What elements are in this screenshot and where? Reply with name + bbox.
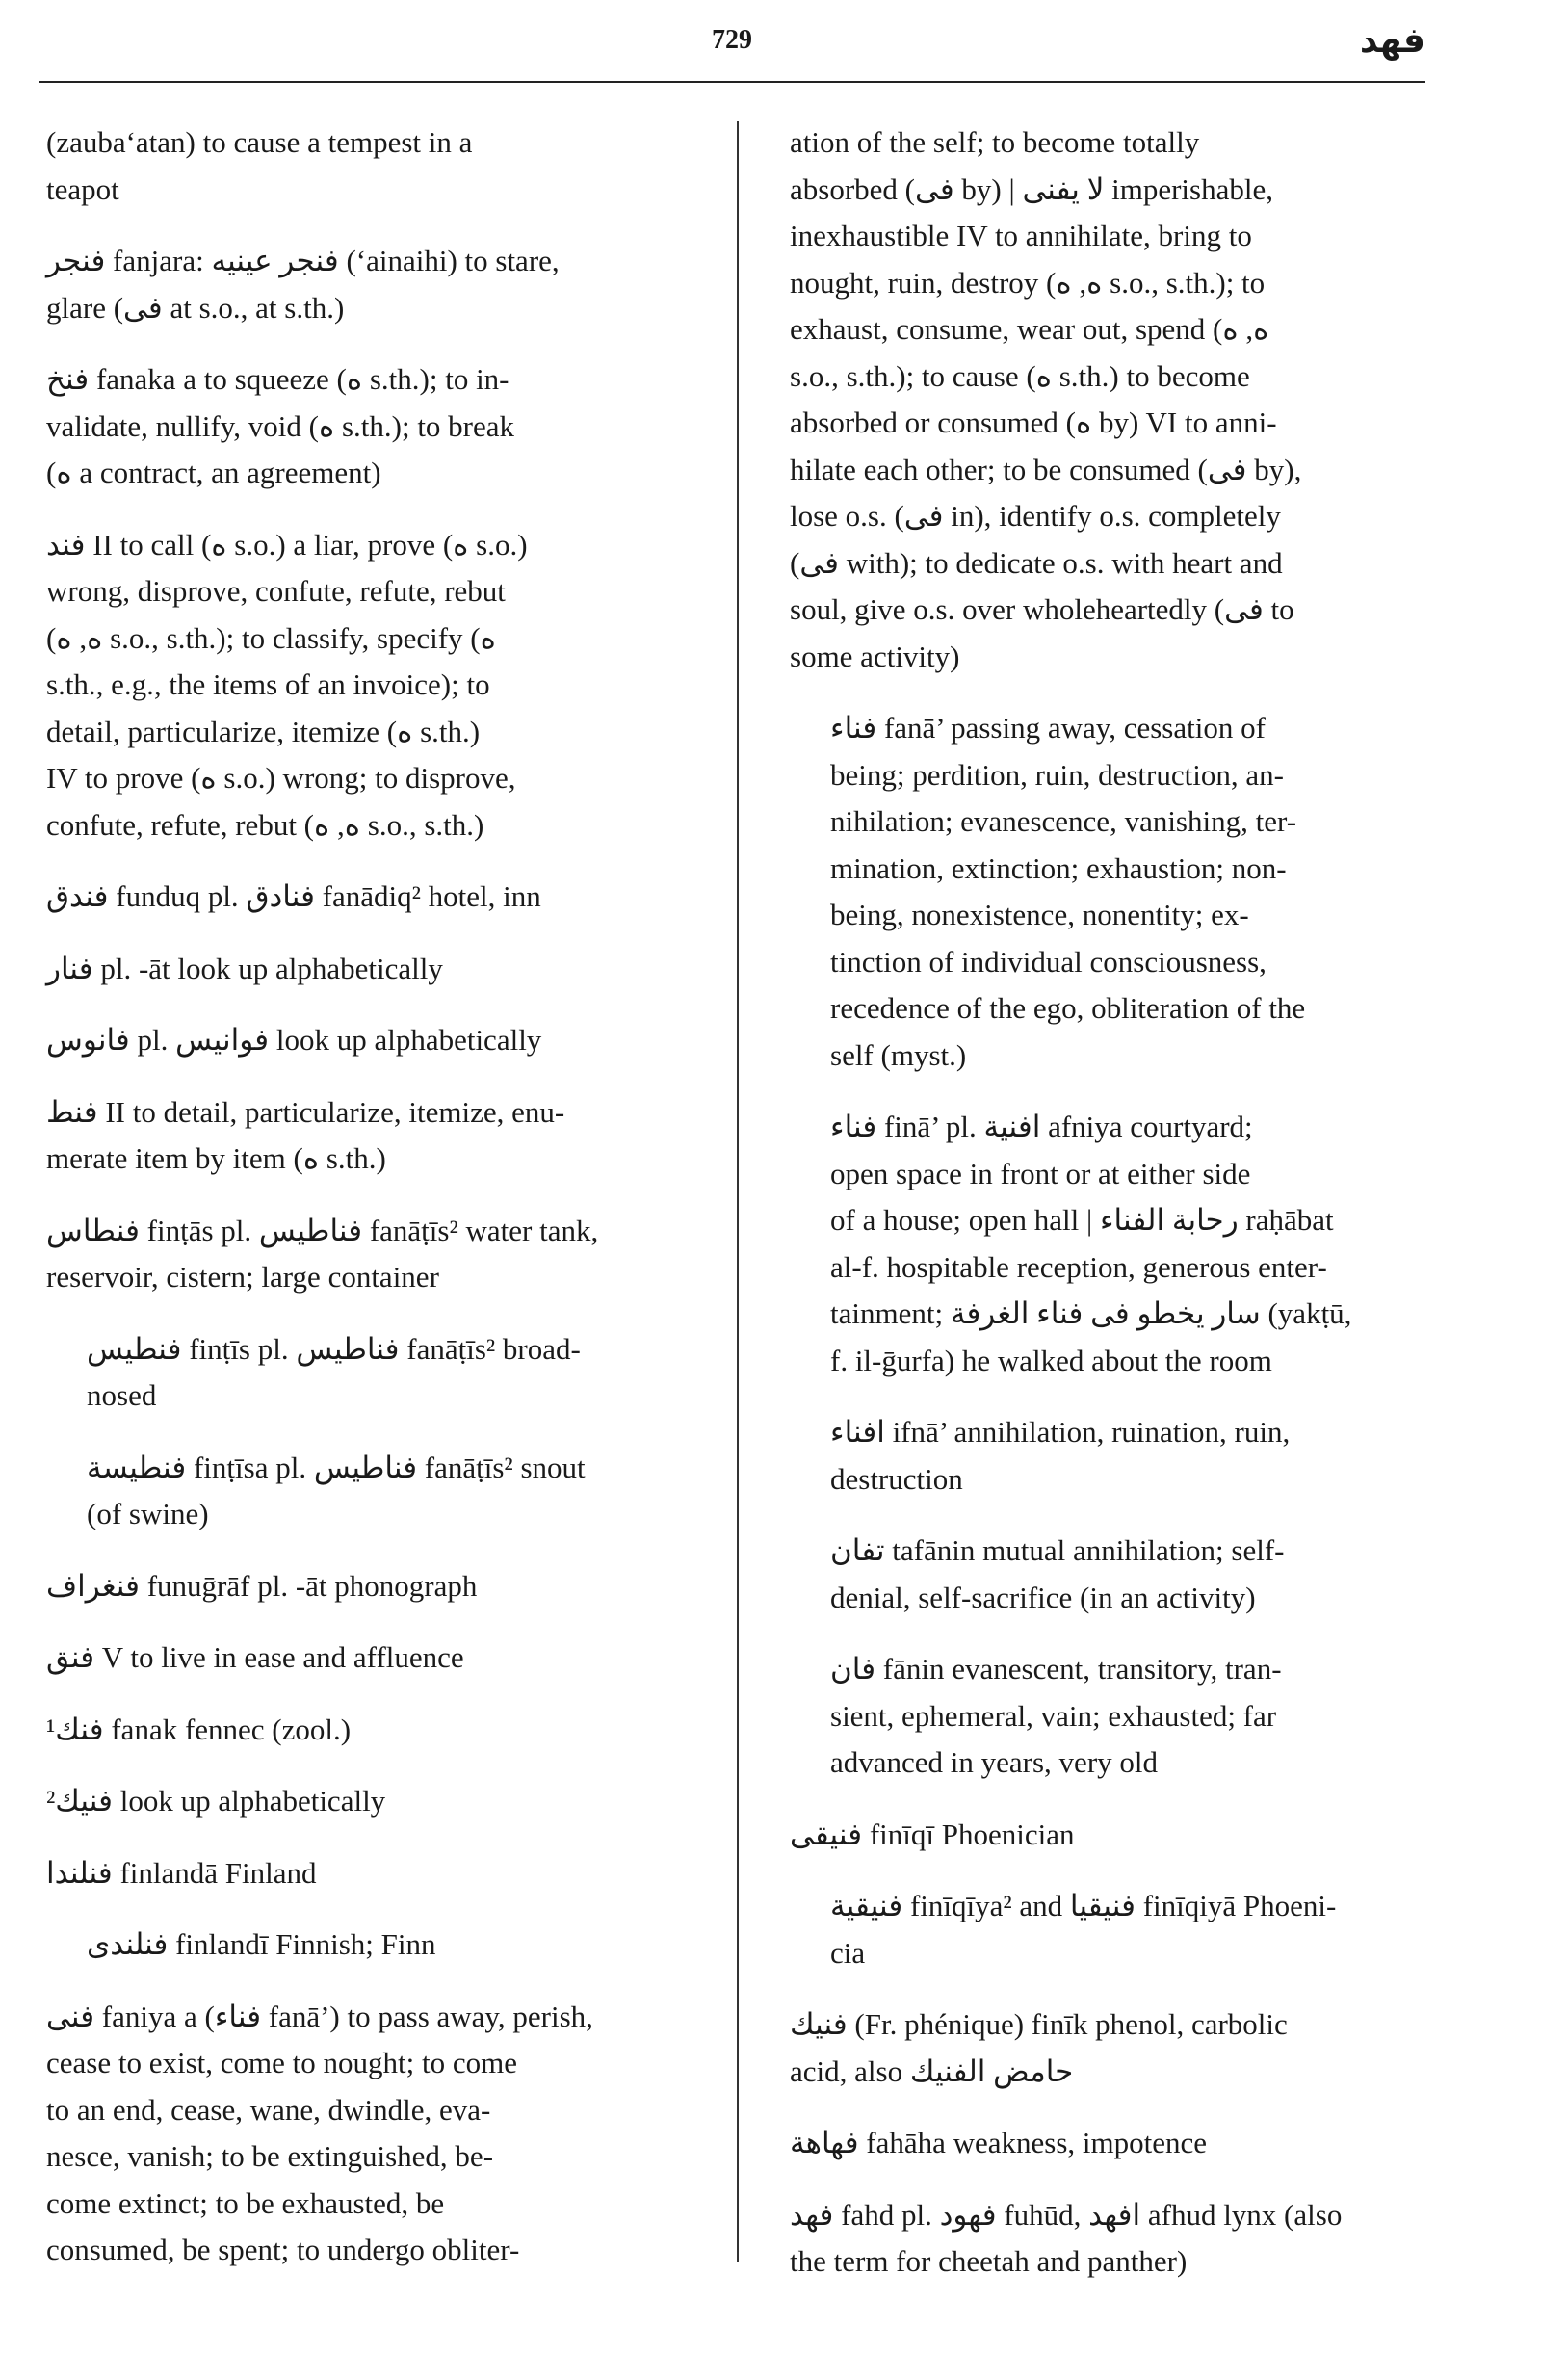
entry-line: nesce, vanish; to be extinguished, be- (46, 2139, 494, 2173)
dictionary-entry (46, 119, 701, 213)
entry-line: ²فنيك look up alphabetically (46, 1784, 386, 1818)
dictionary-entry (790, 1528, 1425, 1621)
entry-line: فنلندا finlandā Finland (46, 1855, 317, 1890)
guide-word: فهد (1359, 21, 1425, 61)
entry-line: فنطيسة finṭīsa pl. فناطيس fanāṭīs² snout (87, 1450, 586, 1484)
entry-line: فنلندى finlandī Finnish; Finn (87, 1927, 436, 1961)
dictionary-entry (790, 705, 1425, 1079)
dictionary-entry (790, 1883, 1425, 1976)
dictionary-entry (790, 119, 1425, 680)
entry-line: al-f. hospitable reception, generous enter- (830, 1249, 1327, 1284)
dictionary-entry (46, 1850, 701, 1897)
entry-line: of a house; open hall | رحابة الفناء raḥābat (830, 1203, 1334, 1237)
entry-line: IV to prove (ه s.o.) wrong; to disprove, (46, 761, 516, 795)
dictionary-entry (46, 522, 701, 850)
entry-line: فنغراف funuḡrāf pl. -āt phonograph (46, 1568, 478, 1603)
page-header (39, 17, 1425, 71)
entry-line: advanced in years, very old (830, 1745, 1159, 1779)
entry-line: lose o.s. (فى in), identify o.s. completely (790, 499, 1281, 533)
entry-line: denial, self-sacrifice (in an activity) (830, 1580, 1256, 1614)
dictionary-entry (46, 1778, 701, 1825)
dictionary-entry (46, 1994, 701, 2274)
entry-line: open space in front or at either side (830, 1156, 1251, 1190)
left-column (46, 119, 701, 2299)
entry-line: فان fānin evanescent, transitory, tran- (830, 1652, 1282, 1686)
dictionary-entry (790, 1104, 1425, 1384)
entry-line: nosed (87, 1378, 157, 1412)
entry-line: فنط II to detail, particularize, itemize, enu- (46, 1094, 565, 1129)
dictionary-entry (46, 1089, 701, 1183)
entry-line: (ه, ه s.o., s.th.); to classify, specify (ه (46, 620, 496, 655)
entry-line: cease to exist, come to nought; to come (46, 2046, 517, 2079)
dictionary-entry (46, 1326, 701, 1420)
entry-line: inexhaustible IV to annihilate, bring to (790, 219, 1252, 252)
entry-line: nought, ruin, destroy (ه, ه s.o., s.th.); to (790, 265, 1266, 300)
entry-line: sient, ephemeral, vain; exhausted; far (830, 1698, 1277, 1733)
entry-line: teapot (46, 171, 119, 206)
dictionary-entry (46, 874, 701, 921)
entry-line: hilate each other; to be consumed (فى by), (790, 452, 1302, 486)
entry-line: consumed, be spent; to undergo obliter- (46, 2233, 520, 2266)
entry-line: validate, nullify, void (ه s.th.); to break (46, 408, 515, 443)
dictionary-entry (46, 946, 701, 993)
entry-line: (of swine) (87, 1497, 209, 1530)
entry-line: ¹فنك fanak fennec (zool.) (46, 1712, 352, 1746)
entry-line: فندق funduq pl. فنادق fanādiq² hotel, inn (46, 879, 541, 913)
entry-line: come extinct; to be exhausted, be (46, 2185, 445, 2220)
dictionary-entry (790, 1646, 1425, 1787)
entry-line: فناء fanā’ passing away, cessation of (830, 711, 1266, 745)
entry-line: to an end, cease, wane, dwindle, eva- (46, 2092, 491, 2127)
entry-line: merate item by item (ه s.th.) (46, 1141, 386, 1175)
dictionary-entry (46, 1563, 701, 1610)
entry-line: ation of the self; to become totally (790, 125, 1200, 159)
entry-line: فنيقى finīqī Phoenician (790, 1817, 1075, 1851)
entry-line: (ه a contract, an agreement) (46, 456, 381, 489)
dictionary-entry (790, 2192, 1425, 2286)
entry-line: absorbed or consumed (ه by) VI to anni- (790, 405, 1277, 439)
entry-line: فنى faniya a (فناء fanā’) to pass away, perish, (46, 1999, 593, 2033)
entry-line: confute, refute, rebut (ه, ه s.o., s.th.) (46, 807, 484, 842)
dictionary-entry (46, 1017, 701, 1064)
dictionary-entry (46, 1445, 701, 1538)
entry-line: tainment; سار يخطو فى فناء الغرفة (yakṭū, (830, 1296, 1352, 1330)
entry-line: self (myst.) (830, 1037, 967, 1072)
entry-line: فنق V to live in ease and affluence (46, 1640, 464, 1674)
entry-line: absorbed (فى by) | لا يفنى imperishable, (790, 171, 1273, 206)
entry-line: the term for cheetah and panther) (790, 2244, 1188, 2278)
dictionary-entry (790, 1409, 1425, 1503)
entry-line: فنيك (Fr. phénique) finīk phenol, carbolic (790, 2007, 1288, 2041)
entry-line: s.th., e.g., the items of an invoice); to (46, 667, 490, 701)
entry-line: فنيقية finīqīya² and فنيقيا finīqiyā Phoeni- (830, 1889, 1337, 1922)
right-column (790, 119, 1425, 2311)
entry-line: cia (830, 1935, 866, 1970)
entry-line: f. il-ḡurfa) he walked about the room (830, 1343, 1272, 1377)
dictionary-entry (46, 238, 701, 331)
page-number: 729 (712, 25, 752, 55)
entry-line: recedence of the ego, obliteration of the (830, 991, 1306, 1025)
entry-line: تفان tafānin mutual annihilation; self- (830, 1533, 1285, 1567)
entry-line: being; perdition, ruin, destruction, an- (830, 757, 1284, 792)
entry-line: افناء ifnā’ annihilation, ruination, ruin, (830, 1415, 1291, 1449)
column-divider (737, 121, 739, 2262)
dictionary-entry (46, 356, 701, 497)
entry-line: فنجر fanjara: فنجر عينيه (‘ainaihi) to stare, (46, 244, 560, 277)
entry-line: s.o., s.th.); to cause (ه s.th.) to become (790, 358, 1250, 393)
dictionary-entry (46, 1922, 701, 1969)
entry-line: tinction of individual consciousness, (830, 944, 1267, 979)
entry-line: فنخ fanaka a to squeeze (ه s.th.); to in- (46, 362, 509, 396)
entry-line: acid, also حامض الفنيك (790, 2053, 1074, 2088)
entry-line: (فى with); to dedicate o.s. with heart and (790, 545, 1283, 580)
dictionary-entry (46, 1707, 701, 1754)
header-rule (39, 81, 1425, 83)
entry-line: detail, particularize, itemize (ه s.th.) (46, 714, 481, 748)
entry-line: فنطيس finṭīs pl. فناطيس fanāṭīs² broad- (87, 1331, 581, 1366)
entry-line: فهاهة fahāha weakness, impotence (790, 2126, 1208, 2159)
entry-line: exhaust, consume, wear out, spend (ه, ه (790, 312, 1269, 346)
entry-line: فنطاس finṭās pl. فناطيس fanāṭīs² water tank, (46, 1213, 599, 1247)
entry-line: destruction (830, 1461, 963, 1496)
entry-line: فنار pl. -āt look up alphabetically (46, 951, 443, 985)
entry-line: some activity) (790, 639, 960, 673)
entry-line: glare (فى at s.o., at s.th.) (46, 290, 345, 325)
dictionary-entry (46, 1208, 701, 1301)
entry-line: wrong, disprove, confute, refute, rebut (46, 574, 506, 608)
entry-line: فانوس pl. فوانيس look up alphabetically (46, 1023, 542, 1057)
dictionary-entry (790, 2001, 1425, 2095)
entry-line: فناء finā’ pl. افنية afniya courtyard; (830, 1110, 1253, 1143)
entry-line: mination, extinction; exhaustion; non- (830, 850, 1287, 885)
entry-line: reservoir, cistern; large container (46, 1260, 439, 1294)
entry-line: soul, give o.s. over wholeheartedly (فى to (790, 592, 1294, 626)
dictionary-entry (46, 1635, 701, 1682)
entry-line: being, nonexistence, nonentity; ex- (830, 898, 1249, 931)
entry-line: فند II to call (ه s.o.) a liar, prove (ه s.o.) (46, 527, 528, 562)
entry-line: (zauba‘atan) to cause a tempest in a (46, 125, 473, 159)
dictionary-entry (790, 1812, 1425, 1859)
dictionary-entry (790, 2120, 1425, 2167)
entry-line: nihilation; evanescence, vanishing, ter- (830, 804, 1297, 838)
entry-line: فهد fahd pl. فهود fuhūd, افهد afhud lynx (also (790, 2197, 1343, 2232)
